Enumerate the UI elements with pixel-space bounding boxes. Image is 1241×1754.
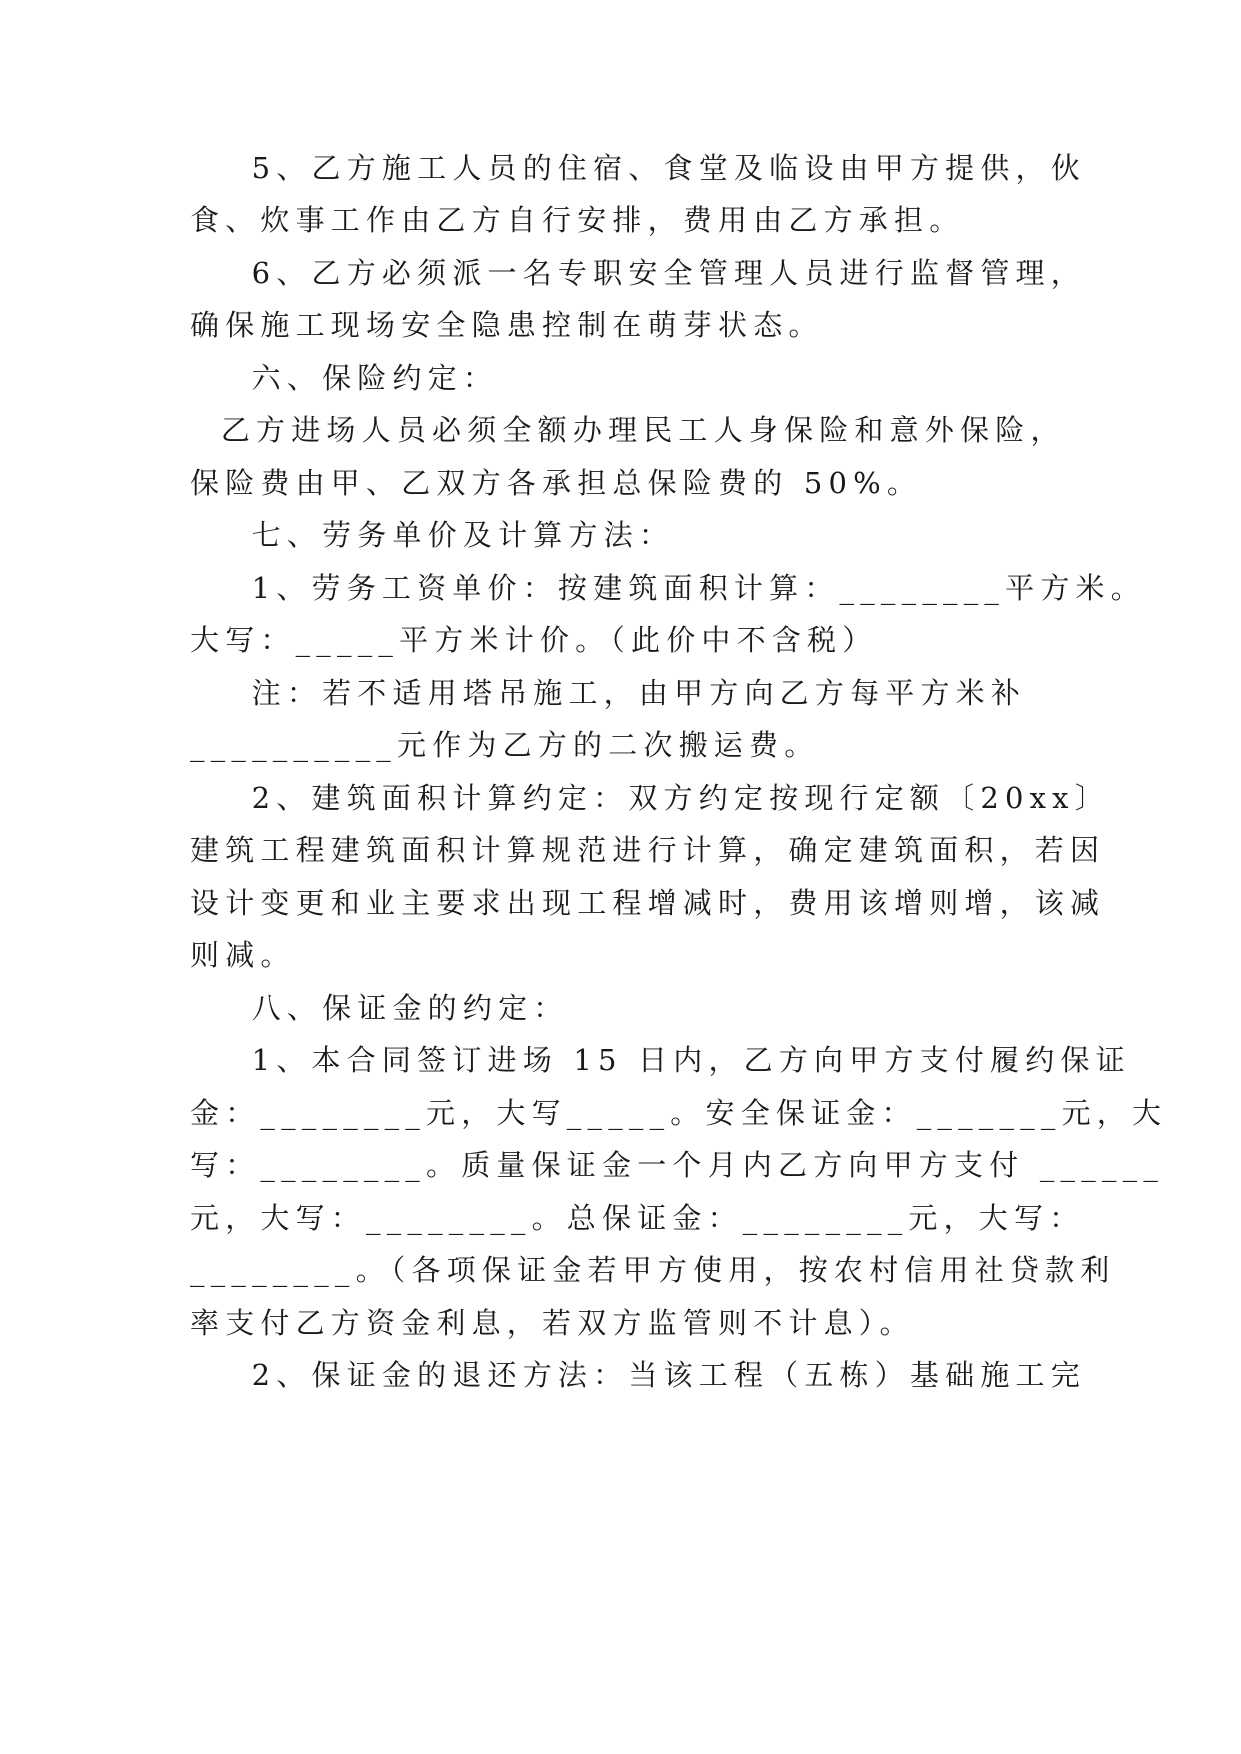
paragraph-line: 1、本合同签订进场 15 日内，乙方向甲方支付履约保证 <box>190 1043 1131 1077</box>
paragraph-line: ________。（各项保证金若甲方使用，按农村信用社贷款利 <box>190 1253 1116 1287</box>
paragraph-line: 乙方进场人员必须全额办理民工人身保险和意外保险， <box>190 413 1066 447</box>
paragraph-line: 大写：_____平方米计价。（此价中不含税） <box>190 623 878 657</box>
paragraph-line: 2、建筑面积计算约定：双方约定按现行定额〔20xx〕 <box>190 781 1110 815</box>
paragraph-line: 建筑工程建筑面积计算规范进行计算，确定建筑面积，若因 <box>190 833 1106 867</box>
paragraph-line: __________元作为乙方的二次搬运费。 <box>190 728 820 762</box>
paragraph-line: 确保施工现场安全隐患控制在萌芽状态。 <box>190 308 824 342</box>
paragraph-line: 则减。 <box>190 938 296 972</box>
section-heading: 八、保证金的约定： <box>190 991 569 1025</box>
paragraph-line: 设计变更和业主要求出现工程增减时，费用该增则增，该减 <box>190 886 1106 920</box>
paragraph-line: 食、炊事工作由乙方自行安排，费用由乙方承担。 <box>190 203 965 237</box>
paragraph-line: 1、劳务工资单价：按建筑面积计算：________平方米。 <box>190 571 1146 605</box>
paragraph-line: 元，大写：________。总保证金：________元，大写： <box>190 1201 1085 1235</box>
paragraph-line: 2、保证金的退还方法：当该工程（五栋）基础施工完 <box>190 1358 1086 1392</box>
paragraph-line: 保险费由甲、乙双方各承担总保险费的 50%。 <box>190 466 923 500</box>
paragraph-line: 金：________元，大写_____。安全保证金：_______元，大 <box>190 1096 1168 1130</box>
paragraph-line: 写：________。质量保证金一个月内乙方向甲方支付 ______ <box>190 1148 1165 1182</box>
paragraph-line: 5、乙方施工人员的住宿、食堂及临设由甲方提供，伙 <box>190 151 1086 185</box>
paragraph-line: 率支付乙方资金利息，若双方监管则不计息）。 <box>190 1306 915 1340</box>
paragraph-line: 注：若不适用塔吊施工，由甲方向乙方每平方米补 <box>190 676 1027 710</box>
section-heading: 六、保险约定： <box>190 361 499 395</box>
paragraph-line: 6、乙方必须派一名专职安全管理人员进行监督管理， <box>190 256 1086 290</box>
section-heading: 七、劳务单价及计算方法： <box>190 518 675 552</box>
